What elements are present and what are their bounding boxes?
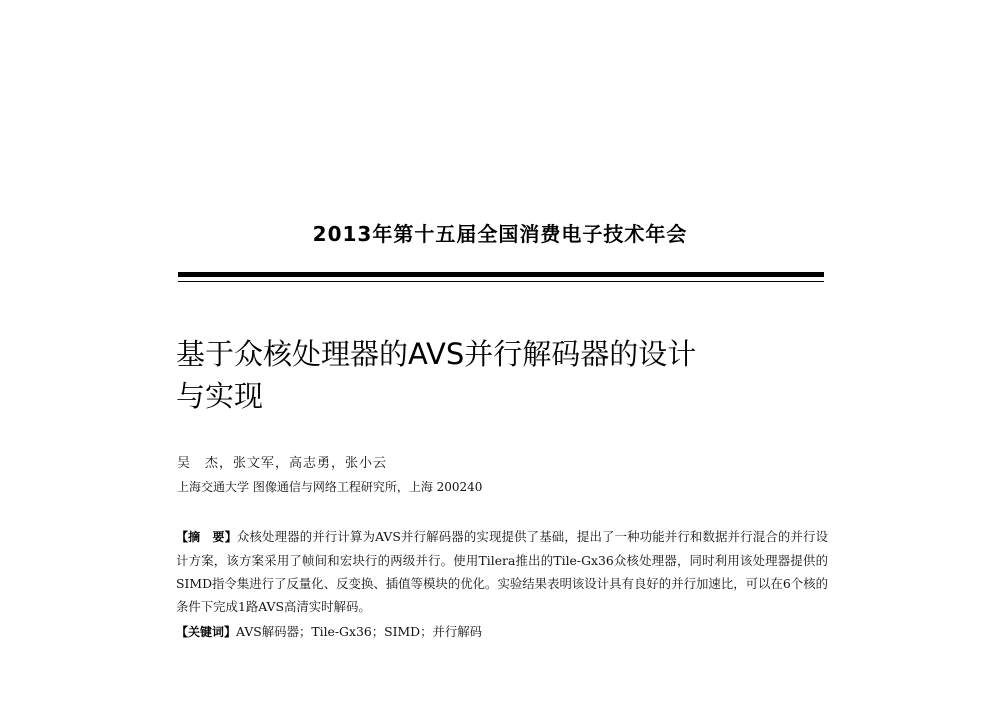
- header-rule-thick: [178, 272, 824, 277]
- paper-title-line-2: 与实现: [176, 379, 264, 413]
- paper-title: [176, 333, 836, 417]
- paper-title-line-1: 基于众核处理器的AVS并行解码器的设计: [176, 337, 697, 371]
- author-affiliation: 上海交通大学 图像通信与网络工程研究所，上海 200240: [177, 480, 483, 494]
- header-rule-thin: [178, 281, 824, 282]
- abstract-label: 【摘 要】: [176, 530, 237, 544]
- abstract-text: 众核处理器的并行计算为AVS并行解码器的实现提供了基础，提出了一种功能并行和数据并行混合的并行设计方案，该方案采用了帧间和宏块行的两级并行。使用Tilera推出的Tile-Gx36众核处理器，同时利用该处理器提供的SIMD指令集进行了反量化、反变换、插值等模块的优化。实验结果表明该设计具有良好的并行加速比，可以在6个核的条件下完成1路AVS高清实时解码。: [176, 529, 828, 614]
- conference-title: 2013年第十五届全国消费电子技术年会: [312, 222, 688, 246]
- keywords-text: AVS解码器；Tile-Gx36；SIMD；并行解码: [236, 624, 483, 639]
- keywords-label: 【关键词】: [176, 625, 237, 639]
- author-list: 吴 杰，张文军，高志勇，张小云: [177, 456, 388, 471]
- abstract: [176, 525, 828, 618]
- keywords: [176, 622, 482, 640]
